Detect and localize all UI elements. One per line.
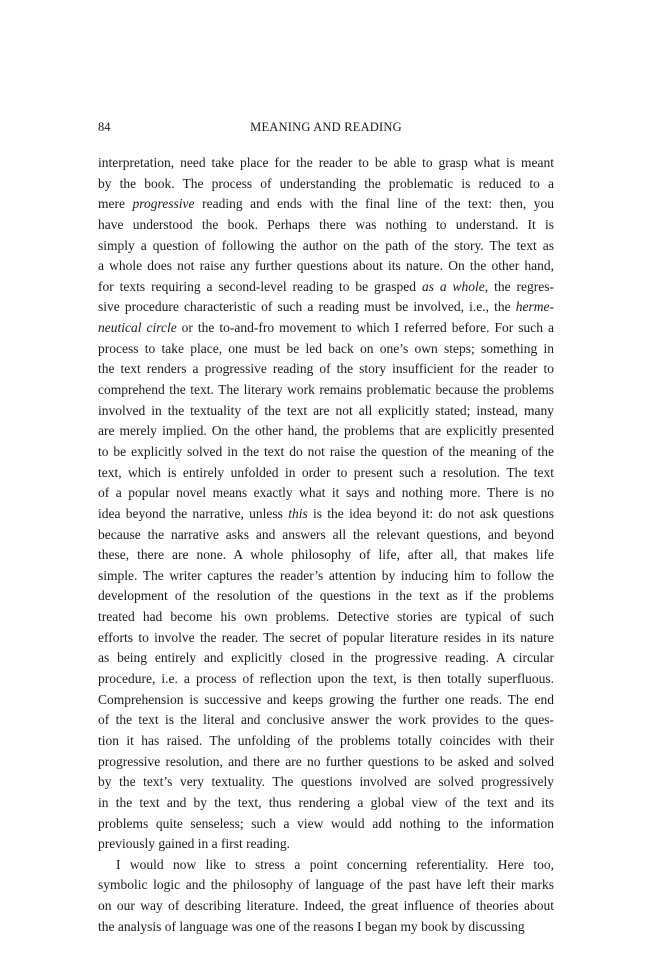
text-line: comprehend the text. The literary work remains problematic because the problems [98,382,554,398]
text-line: of the text is the literal and conclusive answer the work provides to the ques- [98,712,554,728]
text-line: interpretation, need take place for the reader to be able to grasp what is meant [98,155,554,170]
text-line: a whole does not raise any further questions about its nature. On the other hand, [98,258,554,274]
running-title: MEANING AND READING [250,120,402,134]
text-line [98,297,554,318]
italic-segment: as a whole [421,278,485,294]
text-line: treated had become his own problems. Detective stories are typical of such [98,609,554,625]
text-line: as being entirely and explicitly closed in the progressive reading. A circular [98,650,554,666]
italic-segment: this [288,505,308,521]
text-line: progressive resolution, and there are no further questions to be asked and solved [98,753,554,769]
text-segment: is the idea beyond it: do not ask questions [307,505,554,521]
text-line: efforts to involve the reader. The secret of popular literature resides in its nature [98,629,554,645]
text-line: simple. The writer captures the reader’s attention by inducing him to follow the [98,567,554,583]
text-segment: reading and ends with the final line of the text: then, you [194,196,555,212]
text-line: previously gained in a first reading. [98,836,290,852]
text-line: on our way of describing literature. Indeed, the great influence of theories about [98,898,554,914]
text-line: development of the resolution of the questions in the text as if the problems [98,588,554,604]
text-segment: idea beyond the narrative, unless [98,505,289,521]
text-line: involved in the textuality of the text are not all explicitly stated; instead, many [98,402,554,418]
text-segment: for texts requiring a second-level reading to be grasped [98,278,422,294]
text-line: are merely implied. On the other hand, the problems that are explicitly presented [98,423,554,439]
text-line: text, which is entirely unfolded in order to present such a resolution. The text [98,464,554,480]
text-line: problems quite senseless; such a view would add nothing to the information [98,815,554,831]
body-text [98,153,554,937]
text-line: of a popular novel means exactly what it says and nothing more. There is no [98,485,554,501]
italic-segment: herme- [515,299,554,315]
text-line: simply a question of following the author on the path of the story. The text as [98,237,554,253]
text-line: because the narrative asks and answers all the relevant questions, and beyond [98,526,554,542]
text-line: process to take place, one must be led back on one’s own steps; something in [98,340,554,356]
italic-segment: progressive [132,196,195,212]
text-line: the text renders a progressive reading of the story insufficient for the reader to [98,361,554,377]
text-line: have understood the book. Perhaps there was nothing to understand. It is [98,216,554,232]
text-line: I would now like to stress a point concerning referentiality. Here too, [116,856,554,872]
text-line: procedure, i.e. a process of reflection upon the text, is then totally superfluous. [98,671,554,687]
text-line [98,194,554,215]
text-segment: or the to-and-fro movement to which I referred before. For such a [176,320,554,336]
page-header [98,120,554,138]
text-line [98,318,554,339]
text-line [98,277,554,298]
text-line: by the text’s very textuality. The questions involved are solved progressively [98,774,554,790]
text-line: in the text and by the text, thus rendering a global view of the text and its [98,794,554,810]
text-line: by the book. The process of understanding the problematic is reduced to a [98,175,554,191]
paragraph-2 [98,855,554,938]
text-line: these, there are none. A whole philosophy of life, after all, that makes life [98,547,554,563]
text-line: Comprehension is successive and keeps growing the further one reads. The end [98,691,554,707]
text-segment: , the regres- [484,278,555,294]
italic-segment: neutical circle [98,320,177,336]
text-segment: sive procedure characteristic of such a reading must be involved, i.e., the [98,299,516,315]
text-line: tion it has raised. The unfolding of the problems totally coincides with their [98,732,554,748]
text-line: symbolic logic and the philosophy of language of the past have left their marks [98,877,554,893]
text-segment: mere [98,196,133,212]
text-line [98,504,554,525]
text-line: the analysis of language was one of the reasons I began my book by discussing [98,918,525,934]
paragraph-1 [98,153,554,855]
page-number: 84 [98,120,111,134]
text-line: to be explicitly solved in the text do not raise the question of the meaning of the [98,443,554,459]
